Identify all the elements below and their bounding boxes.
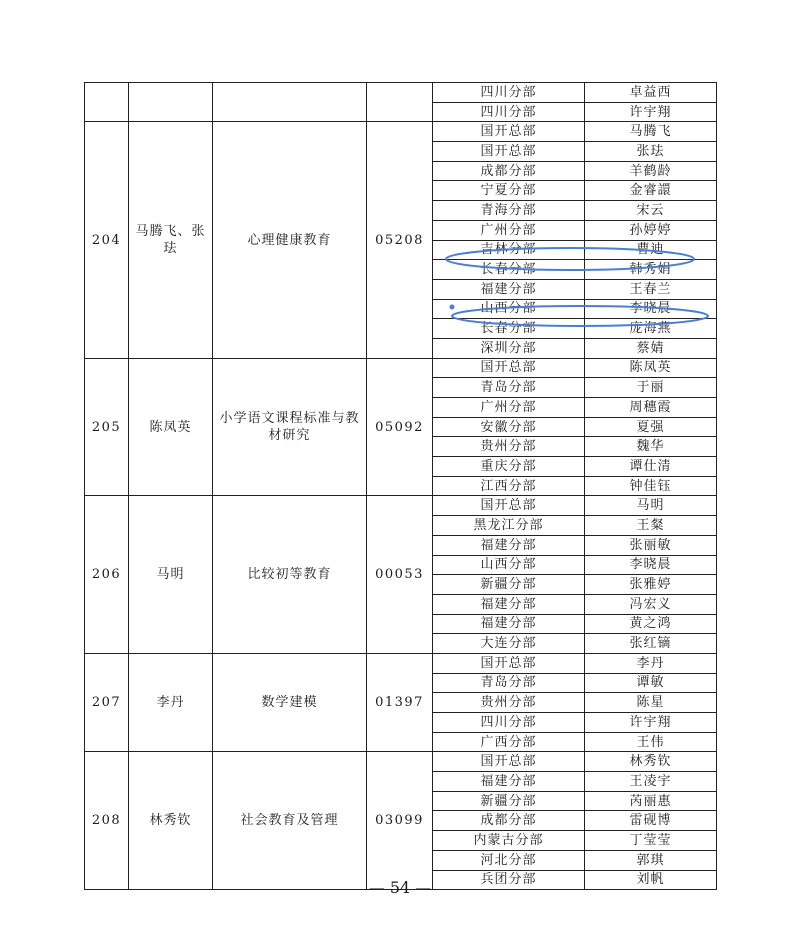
branch-cell: 成都分部	[433, 811, 585, 831]
person-cell: 孙婷婷	[585, 220, 717, 240]
person-cell: 钟佳钰	[585, 476, 717, 496]
table-row	[85, 653, 717, 673]
person-cell: 羊鹤龄	[585, 161, 717, 181]
table-row	[85, 496, 717, 516]
teacher-cell: 李丹	[129, 653, 213, 751]
branch-cell: 吉林分部	[433, 240, 585, 260]
branch-cell: 青岛分部	[433, 378, 585, 398]
branch-cell: 新疆分部	[433, 791, 585, 811]
person-cell: 林秀钦	[585, 752, 717, 772]
branch-cell: 安徽分部	[433, 417, 585, 437]
person-cell: 谭敏	[585, 673, 717, 693]
person-cell: 张红镝	[585, 634, 717, 654]
page-number: — 54 —	[368, 878, 432, 897]
branch-cell: 青海分部	[433, 201, 585, 221]
person-cell: 李晓晨	[585, 299, 717, 319]
person-cell: 丁莹莹	[585, 831, 717, 851]
branch-cell: 广西分部	[433, 732, 585, 752]
seq-cell: 207	[85, 653, 129, 751]
branch-cell: 国开总部	[433, 122, 585, 142]
table-row	[85, 122, 717, 142]
seq-cell: 204	[85, 122, 129, 358]
branch-cell: 国开总部	[433, 752, 585, 772]
person-cell: 曹迪	[585, 240, 717, 260]
person-cell: 金睿譞	[585, 181, 717, 201]
branch-cell: 重庆分部	[433, 457, 585, 477]
branch-cell: 青岛分部	[433, 673, 585, 693]
person-cell: 马明	[585, 496, 717, 516]
teacher-cell: 陈凤英	[129, 358, 213, 496]
course-cell: 心理健康教育	[213, 122, 367, 358]
branch-cell: 黑龙江分部	[433, 516, 585, 536]
course-cell: 数学建模	[213, 653, 367, 751]
person-cell: 雷砚博	[585, 811, 717, 831]
person-cell: 郭琪	[585, 850, 717, 870]
code-cell: 00053	[367, 496, 433, 654]
branch-cell: 广州分部	[433, 398, 585, 418]
person-cell: 刘帆	[585, 870, 717, 890]
course-cell: 小学语文课程标准与教材研究	[213, 358, 367, 496]
person-cell: 芮丽惠	[585, 791, 717, 811]
seq-cell: 205	[85, 358, 129, 496]
branch-cell: 福建分部	[433, 279, 585, 299]
person-cell: 王春兰	[585, 279, 717, 299]
branch-cell: 国开总部	[433, 358, 585, 378]
person-cell: 于丽	[585, 378, 717, 398]
table-row	[85, 752, 717, 772]
branch-cell: 四川分部	[433, 102, 585, 122]
branch-cell: 兵团分部	[433, 870, 585, 890]
person-cell: 陈凤英	[585, 358, 717, 378]
branch-cell: 福建分部	[433, 772, 585, 792]
person-cell: 李丹	[585, 653, 717, 673]
person-cell: 黄之鸿	[585, 614, 717, 634]
table-row	[85, 358, 717, 378]
code-cell	[367, 83, 433, 122]
seq-cell: 206	[85, 496, 129, 654]
person-cell: 谭仕清	[585, 457, 717, 477]
person-cell: 张珐	[585, 142, 717, 162]
branch-cell: 贵州分部	[433, 437, 585, 457]
code-cell: 03099	[367, 752, 433, 890]
person-cell: 马腾飞	[585, 122, 717, 142]
person-cell: 王凌宇	[585, 772, 717, 792]
branch-cell: 福建分部	[433, 614, 585, 634]
branch-cell: 广州分部	[433, 220, 585, 240]
code-cell: 05092	[367, 358, 433, 496]
branch-cell: 山西分部	[433, 555, 585, 575]
course-cell: 比较初等教育	[213, 496, 367, 654]
person-cell: 夏强	[585, 417, 717, 437]
course-table	[84, 82, 717, 890]
person-cell: 冯宏义	[585, 594, 717, 614]
person-cell: 卓益西	[585, 83, 717, 103]
branch-cell: 江西分部	[433, 476, 585, 496]
branch-cell: 长春分部	[433, 319, 585, 339]
person-cell: 许宇翔	[585, 713, 717, 733]
branch-cell: 成都分部	[433, 161, 585, 181]
table-row	[85, 83, 717, 103]
person-cell: 许宇翔	[585, 102, 717, 122]
person-cell: 魏华	[585, 437, 717, 457]
teacher-cell: 马腾飞、张珐	[129, 122, 213, 358]
course-cell	[213, 83, 367, 122]
person-cell: 周穗霞	[585, 398, 717, 418]
branch-cell: 国开总部	[433, 496, 585, 516]
branch-cell: 新疆分部	[433, 575, 585, 595]
branch-cell: 深圳分部	[433, 338, 585, 358]
person-cell: 韩秀娟	[585, 260, 717, 280]
code-cell: 05208	[367, 122, 433, 358]
branch-cell: 四川分部	[433, 83, 585, 103]
seq-cell	[85, 83, 129, 122]
branch-cell: 宁夏分部	[433, 181, 585, 201]
person-cell: 张雅婷	[585, 575, 717, 595]
branch-cell: 福建分部	[433, 594, 585, 614]
branch-cell: 长春分部	[433, 260, 585, 280]
person-cell: 庞海燕	[585, 319, 717, 339]
person-cell: 李晓晨	[585, 555, 717, 575]
person-cell: 宋云	[585, 201, 717, 221]
branch-cell: 四川分部	[433, 713, 585, 733]
person-cell: 王伟	[585, 732, 717, 752]
person-cell: 蔡婧	[585, 338, 717, 358]
person-cell: 张丽敏	[585, 535, 717, 555]
branch-cell: 山西分部	[433, 299, 585, 319]
code-cell: 01397	[367, 653, 433, 751]
seq-cell: 208	[85, 752, 129, 890]
branch-cell: 贵州分部	[433, 693, 585, 713]
course-cell: 社会教育及管理	[213, 752, 367, 890]
branch-cell: 内蒙古分部	[433, 831, 585, 851]
teacher-cell	[129, 83, 213, 122]
branch-cell: 河北分部	[433, 850, 585, 870]
teacher-cell: 马明	[129, 496, 213, 654]
person-cell: 王粲	[585, 516, 717, 536]
branch-cell: 福建分部	[433, 535, 585, 555]
branch-cell: 大连分部	[433, 634, 585, 654]
branch-cell: 国开总部	[433, 142, 585, 162]
teacher-cell: 林秀钦	[129, 752, 213, 890]
person-cell: 陈星	[585, 693, 717, 713]
branch-cell: 国开总部	[433, 653, 585, 673]
